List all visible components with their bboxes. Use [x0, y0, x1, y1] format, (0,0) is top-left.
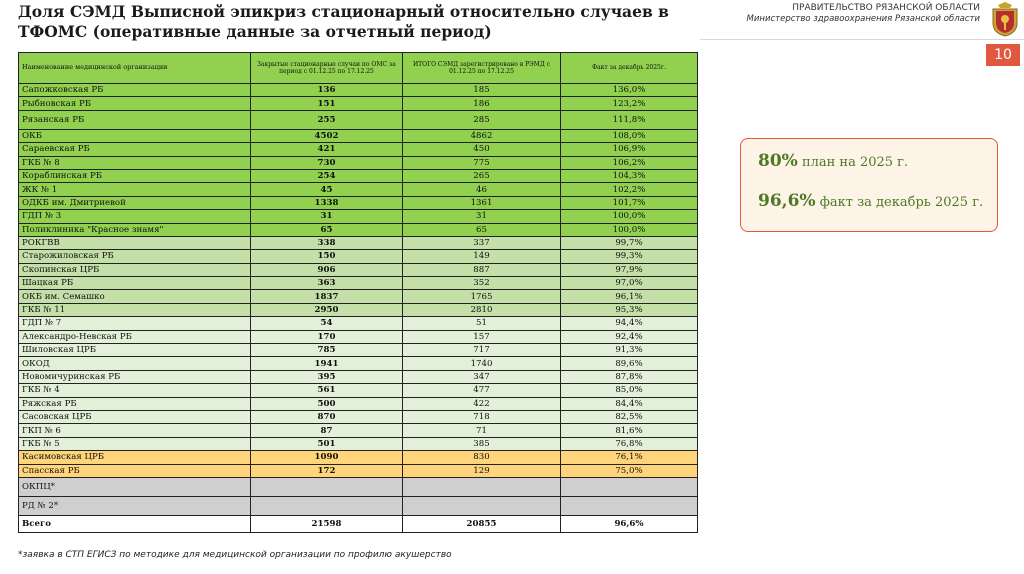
total-fact: 96,6% — [561, 515, 698, 532]
cell-registered-semd: 186 — [403, 97, 561, 110]
cell-closed-cases — [251, 496, 403, 515]
table-row — [19, 156, 698, 169]
cell-closed-cases: 1941 — [251, 357, 403, 370]
cell-registered-semd: 129 — [403, 464, 561, 477]
cell-fact: 81,6% — [561, 424, 698, 437]
cell-fact — [561, 477, 698, 496]
cell-organization: Шиловская ЦРБ — [19, 344, 251, 357]
cell-fact: 104,3% — [561, 169, 698, 182]
cell-fact: 99,3% — [561, 250, 698, 263]
cell-closed-cases: 136 — [251, 84, 403, 97]
table-row — [19, 477, 698, 496]
org-header — [747, 3, 980, 25]
table-row — [19, 277, 698, 290]
cell-fact: 87,8% — [561, 370, 698, 383]
cell-closed-cases: 65 — [251, 223, 403, 236]
cell-fact: 101,7% — [561, 196, 698, 209]
cell-organization: Александро-Невская РБ — [19, 330, 251, 343]
table-row — [19, 97, 698, 110]
cell-organization: Сараевская РБ — [19, 143, 251, 156]
cell-registered-semd: 347 — [403, 370, 561, 383]
cell-organization: ГКБ № 8 — [19, 156, 251, 169]
cell-fact: 123,2% — [561, 97, 698, 110]
cell-organization: Сасовская ЦРБ — [19, 410, 251, 423]
cell-organization: Поликлиника "Красное знамя" — [19, 223, 251, 236]
table-row — [19, 303, 698, 316]
cell-organization: ГДП № 3 — [19, 210, 251, 223]
cell-registered-semd: 337 — [403, 236, 561, 249]
cell-fact: 100,0% — [561, 223, 698, 236]
table-row — [19, 496, 698, 515]
cell-registered-semd: 149 — [403, 250, 561, 263]
table-row — [19, 384, 698, 397]
table-row — [19, 183, 698, 196]
cell-registered-semd: 185 — [403, 84, 561, 97]
table-row — [19, 357, 698, 370]
cell-closed-cases: 31 — [251, 210, 403, 223]
table-row — [19, 317, 698, 330]
cell-organization: Сапожковская РБ — [19, 84, 251, 97]
summary-callout — [740, 138, 998, 232]
cell-closed-cases: 255 — [251, 110, 403, 129]
cell-closed-cases — [251, 477, 403, 496]
cell-registered-semd: 51 — [403, 317, 561, 330]
cell-registered-semd — [403, 477, 561, 496]
cell-organization: ЖК № 1 — [19, 183, 251, 196]
ministry-name: Министерство здравоохранения Рязанской области — [746, 14, 980, 24]
cell-organization: Скопинская ЦРБ — [19, 263, 251, 276]
cell-fact: 106,2% — [561, 156, 698, 169]
cell-organization: Касимовская ЦРБ — [19, 451, 251, 464]
cell-organization: Шацкая РБ — [19, 277, 251, 290]
page-title: Доля СЭМД Выписной эпикриз стационарный относительно случаев в ТФОМС (оперативные данные за отчетный период) — [18, 2, 669, 41]
cell-fact: 94,4% — [561, 317, 698, 330]
table-row — [19, 196, 698, 209]
cell-closed-cases: 151 — [251, 97, 403, 110]
cell-registered-semd: 385 — [403, 437, 561, 450]
cell-registered-semd: 265 — [403, 169, 561, 182]
page-number-badge: 10 — [986, 44, 1020, 66]
cell-organization: Рязанская РБ — [19, 110, 251, 129]
coat-of-arms-icon — [990, 1, 1020, 37]
cell-organization: ОДКБ им. Дмитриевой — [19, 196, 251, 209]
total-closed-cases: 21598 — [251, 515, 403, 532]
cell-organization: ГКБ № 11 — [19, 303, 251, 316]
cell-fact: 108,0% — [561, 129, 698, 142]
cell-fact: 95,3% — [561, 303, 698, 316]
cell-organization: ОКОД — [19, 357, 251, 370]
table-row — [19, 451, 698, 464]
cell-registered-semd: 2810 — [403, 303, 561, 316]
plan-value: 80% — [758, 151, 798, 171]
header-fact: Факт за декабрь 2025г. — [561, 53, 698, 84]
cell-organization: Рыбновская РБ — [19, 97, 251, 110]
cell-fact: 97,9% — [561, 263, 698, 276]
cell-fact: 82,5% — [561, 410, 698, 423]
fact-value: 96,6% — [758, 191, 816, 211]
table-total-row — [19, 515, 698, 532]
cell-fact: 84,4% — [561, 397, 698, 410]
cell-registered-semd: 718 — [403, 410, 561, 423]
cell-fact: 91,3% — [561, 344, 698, 357]
cell-organization: Кораблинская РБ — [19, 169, 251, 182]
cell-registered-semd: 157 — [403, 330, 561, 343]
cell-fact: 97,0% — [561, 277, 698, 290]
cell-closed-cases: 4502 — [251, 129, 403, 142]
cell-fact: 89,6% — [561, 357, 698, 370]
table-row — [19, 236, 698, 249]
cell-closed-cases: 150 — [251, 250, 403, 263]
cell-closed-cases: 561 — [251, 384, 403, 397]
cell-organization: ГКП № 6 — [19, 424, 251, 437]
cell-registered-semd: 717 — [403, 344, 561, 357]
cell-registered-semd: 285 — [403, 110, 561, 129]
cell-fact: 136,0% — [561, 84, 698, 97]
cell-registered-semd — [403, 496, 561, 515]
plan-line — [758, 151, 908, 171]
header-organization: Наименование медицинской организации — [19, 53, 251, 84]
cell-fact: 96,1% — [561, 290, 698, 303]
cell-closed-cases: 421 — [251, 143, 403, 156]
cell-closed-cases: 500 — [251, 397, 403, 410]
cell-organization: Спасская РБ — [19, 464, 251, 477]
cell-fact: 75,0% — [561, 464, 698, 477]
cell-organization: ГДП № 7 — [19, 317, 251, 330]
cell-closed-cases: 870 — [251, 410, 403, 423]
table-row — [19, 223, 698, 236]
header-divider — [700, 39, 1024, 40]
cell-fact: 92,4% — [561, 330, 698, 343]
cell-fact: 85,0% — [561, 384, 698, 397]
cell-closed-cases: 87 — [251, 424, 403, 437]
header-registered-semd: ИТОГО СЭМД зарегистрировано в РЭМД с 01.12.25 по 17.12.25 — [403, 53, 561, 84]
table-row — [19, 370, 698, 383]
table-row — [19, 410, 698, 423]
cell-closed-cases: 45 — [251, 183, 403, 196]
cell-fact: 106,9% — [561, 143, 698, 156]
table-body — [19, 84, 698, 533]
table-row — [19, 397, 698, 410]
table-row — [19, 464, 698, 477]
table-header-row — [19, 53, 698, 84]
cell-organization: ГКБ № 5 — [19, 437, 251, 450]
cell-closed-cases: 363 — [251, 277, 403, 290]
cell-closed-cases: 338 — [251, 236, 403, 249]
cell-organization: ОКБ — [19, 129, 251, 142]
cell-registered-semd: 46 — [403, 183, 561, 196]
cell-closed-cases: 501 — [251, 437, 403, 450]
stats-table — [18, 52, 698, 533]
table-row — [19, 169, 698, 182]
footnote: *заявка в СТП ЕГИСЗ по методике для медицинской организации по профилю акушерство — [18, 550, 452, 560]
table-row — [19, 143, 698, 156]
table-row — [19, 110, 698, 129]
cell-closed-cases: 1090 — [251, 451, 403, 464]
cell-registered-semd: 4862 — [403, 129, 561, 142]
cell-organization: РД № 2* — [19, 496, 251, 515]
cell-closed-cases: 1338 — [251, 196, 403, 209]
cell-organization: ОКПЦ* — [19, 477, 251, 496]
table-row — [19, 290, 698, 303]
cell-closed-cases: 785 — [251, 344, 403, 357]
cell-organization: ГКБ № 4 — [19, 384, 251, 397]
cell-registered-semd: 1361 — [403, 196, 561, 209]
table-row — [19, 250, 698, 263]
cell-organization: ОКБ им. Семашко — [19, 290, 251, 303]
cell-registered-semd: 477 — [403, 384, 561, 397]
cell-closed-cases: 730 — [251, 156, 403, 169]
cell-organization: Новомичуринская РБ — [19, 370, 251, 383]
cell-fact — [561, 496, 698, 515]
cell-organization: Ряжская РБ — [19, 397, 251, 410]
cell-fact: 111,8% — [561, 110, 698, 129]
cell-closed-cases: 54 — [251, 317, 403, 330]
table-row — [19, 330, 698, 343]
plan-text: план на 2025 г. — [801, 155, 909, 170]
table-row — [19, 129, 698, 142]
cell-closed-cases: 170 — [251, 330, 403, 343]
total-label: Всего — [19, 515, 251, 532]
cell-fact: 76,8% — [561, 437, 698, 450]
total-registered-semd: 20855 — [403, 515, 561, 532]
cell-closed-cases: 395 — [251, 370, 403, 383]
cell-closed-cases: 2950 — [251, 303, 403, 316]
cell-registered-semd: 775 — [403, 156, 561, 169]
table-row — [19, 344, 698, 357]
cell-closed-cases: 1837 — [251, 290, 403, 303]
cell-registered-semd: 422 — [403, 397, 561, 410]
cell-registered-semd: 887 — [403, 263, 561, 276]
cell-registered-semd: 450 — [403, 143, 561, 156]
table-row — [19, 84, 698, 97]
cell-fact: 99,7% — [561, 236, 698, 249]
cell-closed-cases: 172 — [251, 464, 403, 477]
cell-registered-semd: 65 — [403, 223, 561, 236]
cell-fact: 100,0% — [561, 210, 698, 223]
cell-registered-semd: 71 — [403, 424, 561, 437]
org-name: ПРАВИТЕЛЬСТВО РЯЗАНСКОЙ ОБЛАСТИ — [792, 3, 980, 13]
fact-line — [758, 191, 983, 211]
cell-closed-cases: 254 — [251, 169, 403, 182]
table-row — [19, 210, 698, 223]
table-row — [19, 263, 698, 276]
cell-closed-cases: 906 — [251, 263, 403, 276]
header-closed-cases: Закрытые стационарные случаи по ОМС за период с 01.12.25 по 17.12.25 — [251, 53, 403, 84]
cell-registered-semd: 1740 — [403, 357, 561, 370]
cell-organization: Старожиловская РБ — [19, 250, 251, 263]
fact-text: факт за декабрь 2025 г. — [819, 195, 984, 210]
table-row — [19, 424, 698, 437]
cell-registered-semd: 352 — [403, 277, 561, 290]
cell-registered-semd: 1765 — [403, 290, 561, 303]
cell-registered-semd: 31 — [403, 210, 561, 223]
table-row — [19, 437, 698, 450]
cell-organization: РОКГВВ — [19, 236, 251, 249]
cell-fact: 76,1% — [561, 451, 698, 464]
cell-registered-semd: 830 — [403, 451, 561, 464]
cell-fact: 102,2% — [561, 183, 698, 196]
